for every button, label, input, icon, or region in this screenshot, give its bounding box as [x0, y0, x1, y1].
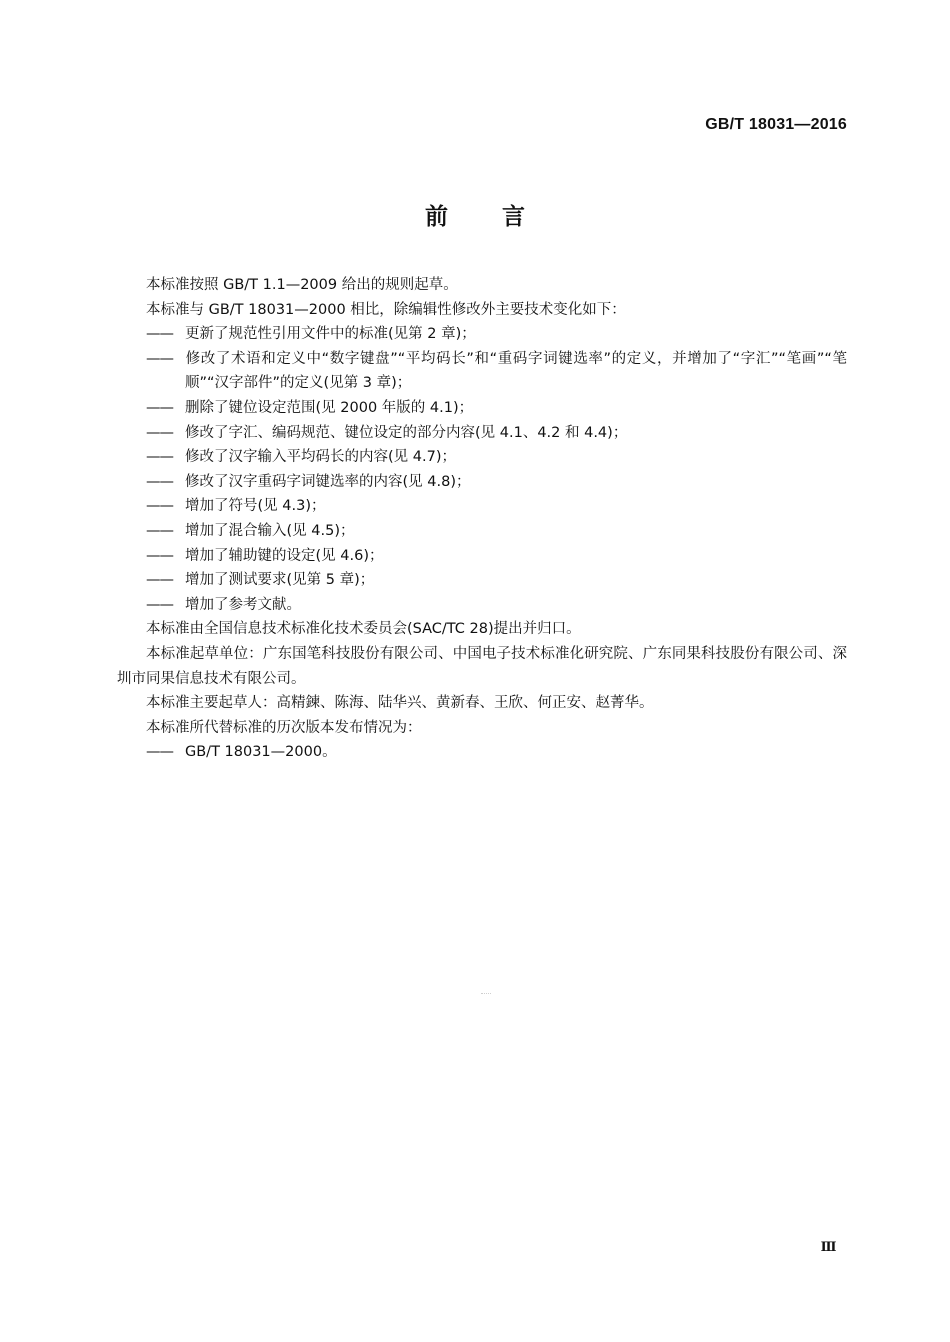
dash-marker: ——: [146, 449, 173, 466]
dash-marker: ——: [146, 572, 173, 589]
paragraph-proposer: 本标准由全国信息技术标准化技术委员会(SAC/TC 28)提出并归口。: [146, 621, 581, 638]
list-item-text: 修改了汉字输入平均码长的内容(见 4.7)；: [185, 449, 456, 466]
list-item: [117, 470, 847, 495]
paragraph-drafters: 本标准主要起草人：高精鍊、陈海、陆华兴、黄新春、王欣、何正安、赵菁华。: [146, 695, 654, 712]
list-item: [117, 494, 847, 519]
list-item: [117, 568, 847, 593]
list-item: [117, 519, 847, 544]
list-item-text: 增加了辅助键的设定(见 4.6)；: [185, 547, 384, 564]
page-number: Ⅲ: [820, 1239, 836, 1254]
list-item-text: 增加了混合输入(见 4.5)；: [185, 522, 355, 539]
paragraph-drafting-units: 本标准起草单位：广东国笔科技股份有限公司、中国电子技术标准化研究院、广东同果科技股份有限公司、深圳市同果信息技术有限公司。: [117, 645, 847, 687]
page-title: 前言: [425, 204, 579, 230]
list-item: [117, 347, 847, 396]
paragraph-drafting-rules: 本标准按照 GB/T 1.1—2009 给出的规则起草。: [146, 277, 458, 293]
foreword-body: [117, 273, 847, 765]
list-item: [117, 593, 847, 618]
dash-marker: ——: [146, 473, 173, 490]
list-item-text: 增加了符号(见 4.3)；: [185, 498, 326, 515]
list-item-text: 修改了术语和定义中“数字键盘”“平均码长”和“重码字词键选率”的定义，并增加了“字汇”“笔画”“笔顺”“汉字部件”的定义(见第 3 章)；: [185, 350, 847, 392]
dash-marker: ——: [146, 547, 173, 564]
list-item: [117, 544, 847, 569]
dash-marker: ——: [146, 350, 173, 367]
list-item: [117, 322, 847, 347]
history-item-text: GB/T 18031—2000。: [185, 744, 337, 761]
list-item-text: 增加了参考文献。: [185, 596, 301, 613]
paragraph-changes-intro: 本标准与 GB/T 18031—2000 相比，除编辑性修改外主要技术变化如下：: [146, 301, 626, 318]
dash-marker: ——: [146, 326, 173, 343]
standard-number: GB/T 18031—2016: [705, 116, 847, 133]
list-item-text: 修改了汉字重码字词键选率的内容(见 4.8)；: [185, 473, 471, 490]
dash-marker: ——: [146, 498, 173, 515]
dash-marker: ——: [146, 744, 173, 761]
dash-marker: ——: [146, 399, 173, 416]
dash-marker: ——: [146, 522, 173, 539]
list-item-text: 增加了测试要求(见第 5 章)；: [185, 572, 375, 589]
list-item-text: 删除了键位设定范围(见 2000 年版的 4.1)；: [185, 399, 474, 416]
list-item: [117, 421, 847, 446]
list-item-text: 修改了字汇、编码规范、键位设定的部分内容(见 4.1、4.2 和 4.4)；: [185, 424, 628, 441]
list-item: [117, 396, 847, 421]
dash-marker: ——: [146, 596, 173, 613]
dash-marker: ——: [146, 424, 173, 441]
list-item-text: 更新了规范性引用文件中的标准(见第 2 章)；: [185, 326, 476, 343]
list-item: [117, 445, 847, 470]
paragraph-history-intro: 本标准所代替标准的历次版本发布情况为：: [146, 719, 422, 736]
scan-speck: [481, 993, 491, 995]
history-item: [117, 740, 847, 765]
